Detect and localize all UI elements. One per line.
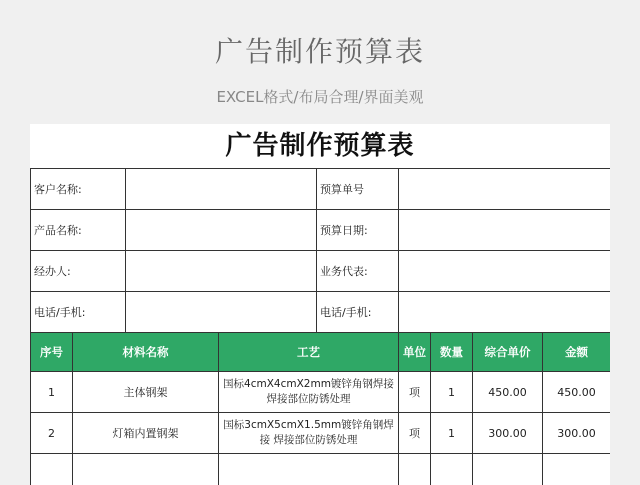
cell-material[interactable]: 主体钢架 bbox=[73, 372, 219, 413]
info-row bbox=[31, 292, 611, 333]
cell-unit[interactable] bbox=[399, 454, 431, 485]
cell-unit[interactable]: 项 bbox=[399, 372, 431, 413]
cell-unit-price[interactable]: 450.00 bbox=[473, 372, 543, 413]
table-row bbox=[31, 372, 611, 413]
cell-material[interactable] bbox=[73, 454, 219, 485]
info-row bbox=[31, 251, 611, 292]
info-label: 电话/手机: bbox=[317, 292, 399, 333]
cell-amount[interactable]: 300.00 bbox=[543, 413, 611, 454]
info-label: 客户名称: bbox=[31, 169, 126, 210]
cell-quantity[interactable]: 1 bbox=[431, 413, 473, 454]
info-label: 产品名称: bbox=[31, 210, 126, 251]
cell-no[interactable]: 1 bbox=[31, 372, 73, 413]
cell-quantity[interactable] bbox=[431, 454, 473, 485]
cell-unit-price[interactable] bbox=[473, 454, 543, 485]
phone-field-left[interactable] bbox=[126, 292, 317, 333]
product-name-field[interactable] bbox=[126, 210, 317, 251]
info-label: 经办人: bbox=[31, 251, 126, 292]
page-subtitle: EXCEL格式/布局合理/界面美观 bbox=[216, 88, 424, 106]
cell-process[interactable]: 国标3cmX5cmX1.5mm镀锌角钢焊接 焊接部位防锈处理 bbox=[219, 413, 399, 454]
budget-date-field[interactable] bbox=[399, 210, 611, 251]
handler-field[interactable] bbox=[126, 251, 317, 292]
phone-field-right[interactable] bbox=[399, 292, 611, 333]
column-header-unit-price: 综合单价 bbox=[473, 333, 543, 372]
table-row bbox=[31, 454, 611, 485]
cell-unit[interactable]: 项 bbox=[399, 413, 431, 454]
info-label: 预算日期: bbox=[317, 210, 399, 251]
spreadsheet bbox=[30, 124, 610, 485]
column-header-no: 序号 bbox=[31, 333, 73, 372]
column-header-amount: 金额 bbox=[543, 333, 611, 372]
info-label: 预算单号 bbox=[317, 169, 399, 210]
cell-material[interactable]: 灯箱内置钢架 bbox=[73, 413, 219, 454]
column-header-quantity: 数量 bbox=[431, 333, 473, 372]
cell-amount[interactable]: 450.00 bbox=[543, 372, 611, 413]
customer-name-field[interactable] bbox=[126, 169, 317, 210]
info-table bbox=[30, 168, 610, 333]
table-row bbox=[31, 413, 611, 454]
cell-amount[interactable] bbox=[543, 454, 611, 485]
column-header-process: 工艺 bbox=[219, 333, 399, 372]
cell-no[interactable] bbox=[31, 454, 73, 485]
sales-rep-field[interactable] bbox=[399, 251, 611, 292]
cell-quantity[interactable]: 1 bbox=[431, 372, 473, 413]
cell-unit-price[interactable]: 300.00 bbox=[473, 413, 543, 454]
info-row bbox=[31, 210, 611, 251]
sheet-title: 广告制作预算表 bbox=[225, 131, 415, 161]
page-title: 广告制作预算表 bbox=[214, 35, 425, 68]
cell-no[interactable]: 2 bbox=[31, 413, 73, 454]
cell-process[interactable]: 国标4cmX4cmX2mm镀锌角钢焊接 焊接部位防锈处理 bbox=[219, 372, 399, 413]
info-label: 电话/手机: bbox=[31, 292, 126, 333]
info-label: 业务代表: bbox=[317, 251, 399, 292]
cell-process[interactable] bbox=[219, 454, 399, 485]
items-table bbox=[30, 332, 610, 485]
budget-number-field[interactable] bbox=[399, 169, 611, 210]
column-header-material: 材料名称 bbox=[73, 333, 219, 372]
info-row bbox=[31, 169, 611, 210]
column-header-unit: 单位 bbox=[399, 333, 431, 372]
table-header-row bbox=[31, 333, 611, 372]
